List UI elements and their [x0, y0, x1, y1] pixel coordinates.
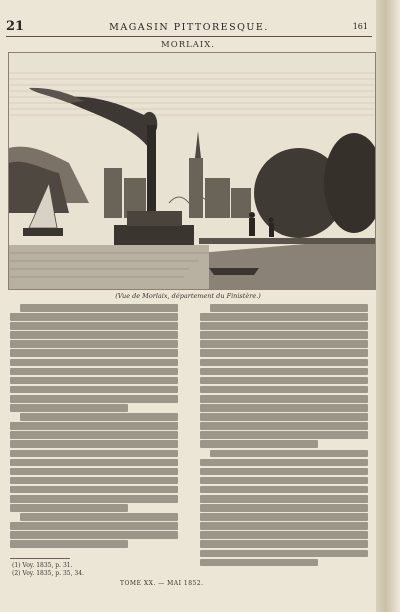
page-header [6, 19, 372, 37]
page-number-right: 161 [352, 22, 368, 31]
text-column-left [10, 304, 178, 550]
footnote-divider [10, 558, 70, 559]
steamboat-chimney [147, 125, 156, 225]
page-footer: TOME XX. — MAI 1852. [120, 580, 204, 587]
magazine-title: MAGASIN PITTORESQUE. [109, 22, 269, 33]
illustration-caption: (Vue de Morlaix, département du Finistère.) [115, 292, 261, 300]
article-title: MORLAIX. [161, 40, 215, 50]
text-column-right [200, 304, 368, 568]
engraving-illustration [8, 52, 376, 290]
page-number-left: 21 [6, 19, 25, 34]
book-page-edge [376, 0, 400, 612]
footnote-1: (1) Voy. 1835, p. 31. [12, 562, 73, 569]
footnote-2: (2) Voy. 1835, p. 35, 34. [12, 570, 84, 577]
